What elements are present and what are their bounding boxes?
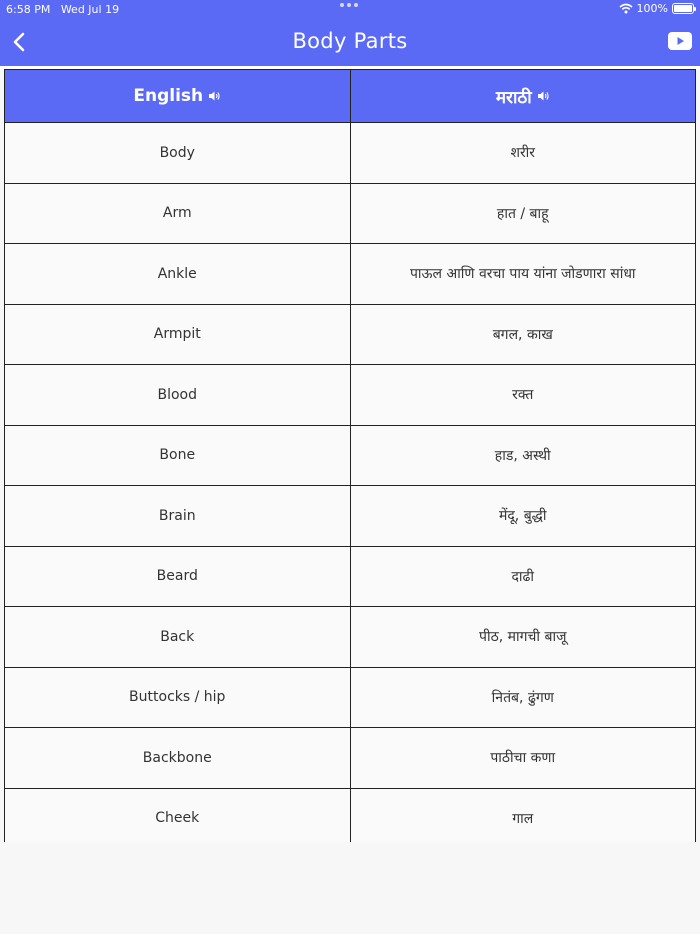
nav-bar [0,18,700,66]
cell-marathi: गाल [350,789,696,843]
cell-english: Beard [156,568,198,585]
table-header [5,70,695,123]
table-row[interactable] [5,244,695,305]
battery-icon [672,3,694,14]
cell-english: Blood [157,386,197,403]
cell-english: Armpit [153,326,201,343]
cell-marathi: दाढी [350,547,696,607]
cell-marathi: शरीर [350,123,696,183]
table-row[interactable] [5,486,695,547]
cell-english: Buttocks / hip [129,689,226,706]
speaker-icon[interactable] [537,90,550,102]
header-english[interactable] [5,70,350,122]
cell-english: Bone [159,447,196,464]
header-marathi-label: मराठी [495,87,532,108]
status-date: Wed Jul 19 [60,3,120,16]
cell-marathi: पाऊल आणि वरचा पाय यांना जोडणारा सांधा [350,244,696,304]
table-row[interactable] [5,305,695,366]
cell-english: Body [159,144,195,161]
speaker-icon[interactable] [208,90,221,102]
status-bar [0,0,700,18]
table-row[interactable] [5,728,695,789]
cell-marathi: हाड, अस्थी [350,426,696,486]
cell-marathi: पाठीचा कणा [350,728,696,788]
cell-english: Cheek [155,810,200,827]
cell-english: Backbone [142,749,212,766]
multitasking-dots-icon[interactable] [340,3,358,7]
header-english-label: English [133,86,204,106]
status-time: 6:58 PM [6,3,51,16]
table-row[interactable] [5,426,695,487]
table-row[interactable] [5,547,695,608]
cell-english: Brain [158,507,196,524]
header-marathi[interactable] [350,70,696,122]
status-indicators [619,2,694,15]
table-row[interactable] [5,365,695,426]
youtube-icon[interactable] [668,32,692,50]
cell-english: Back [160,628,195,645]
cell-marathi: हात / बाहू [350,184,696,244]
table-row[interactable] [5,123,695,184]
table-row[interactable] [5,789,695,843]
table-row[interactable] [5,668,695,729]
cell-marathi: मेंदू, बुद्धी [350,486,696,546]
cell-marathi: रक्त [350,365,696,425]
vocabulary-table [4,69,696,842]
top-bar [0,0,700,66]
page-title: Body Parts [292,29,408,53]
wifi-icon [619,3,633,14]
cell-english: Arm [162,205,192,222]
back-chevron-icon[interactable] [8,28,32,56]
cell-marathi: बगल, काख [350,305,696,365]
cell-marathi: पीठ, मागची बाजू [350,607,696,667]
cell-english: Ankle [157,265,197,282]
table-row[interactable] [5,184,695,245]
battery-percent: 100% [636,2,668,15]
status-time-date [6,3,119,16]
table-row[interactable] [5,607,695,668]
cell-marathi: नितंब, ढुंगण [350,668,696,728]
